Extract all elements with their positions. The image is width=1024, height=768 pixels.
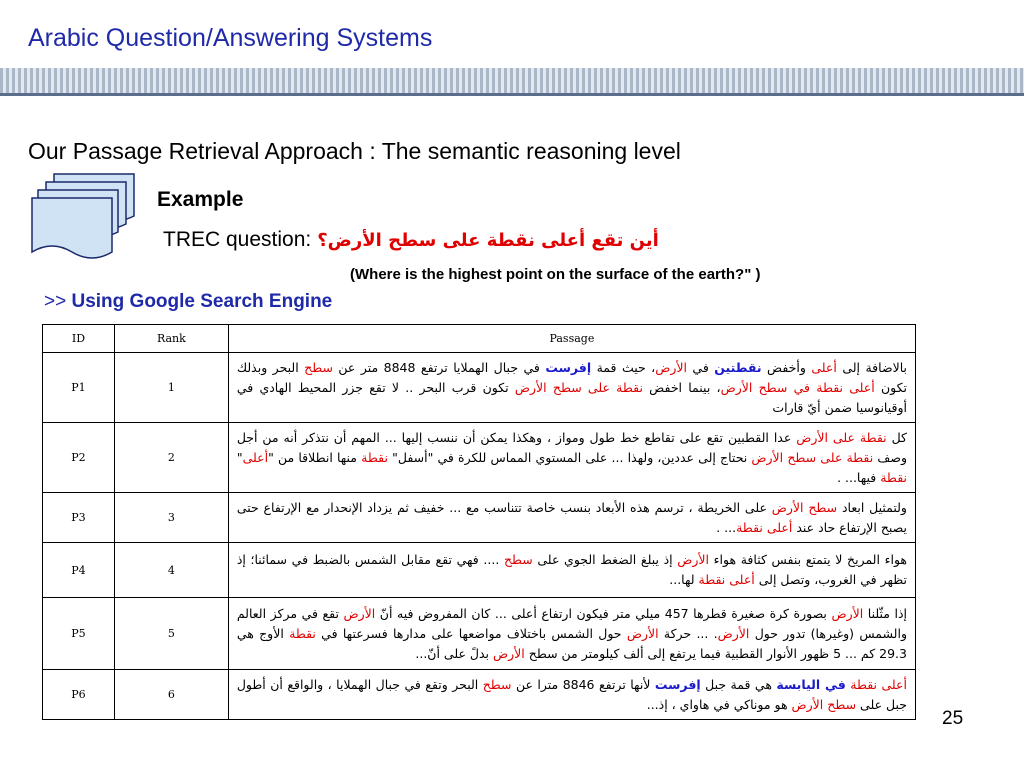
passage-text: وأخفض [761, 359, 812, 375]
passage-text: حول الشمس باختلاف مواضعها على مدارها فسرعتها في [315, 625, 627, 641]
passage-text: هي قمة جبل [700, 676, 777, 692]
passage-text: نحتاج إلى عددين، ولهذا ... على المستوي المماس للكرة في "أسفل" [387, 449, 752, 465]
row-passage [228, 543, 915, 598]
passage-text: ... . [716, 519, 737, 535]
passage-text: إذا مثّلنا [863, 605, 907, 621]
highlighted-term: نقطة على الأرض [796, 429, 887, 445]
row-passage [228, 598, 915, 670]
passage-text: . ... حركة [658, 625, 718, 641]
example-heading: Example [157, 188, 244, 211]
table-row [43, 543, 916, 598]
table-row [43, 598, 916, 670]
multiple-documents-icon [30, 172, 140, 262]
passage-text: بصورة كرة صغيرة قطرها 457 ميلي متر فيكون ارتفاع أعلى ... كان المفروض فيه أنّ [375, 605, 832, 621]
table-row [43, 670, 916, 720]
highlighted-term: إفرست [545, 359, 592, 375]
highlighted-term: نقطة على سطح الأرض [514, 379, 643, 395]
google-search-label: Using Google Search Engine [71, 291, 333, 312]
passage-text: تقع في مركز العالم والشمس (وغيرها) تدور حول [236, 605, 907, 641]
highlighted-term: نقطة [880, 469, 907, 485]
table-header-row [43, 325, 916, 353]
highlighted-term: أعلى نقطة في سطح الأرض [720, 379, 875, 395]
highlighted-term: إفرست [654, 676, 701, 692]
highlighted-term: سطح [503, 552, 533, 567]
passage-text: فيها... . [837, 469, 881, 485]
row-rank: 2 [114, 423, 228, 493]
passage-text: ، حيث قمة [591, 359, 656, 375]
highlighted-term: الأرض [493, 645, 525, 661]
highlighted-term: نقطة [361, 449, 388, 465]
passage-text: .... فهي تقع مقابل الشمس بالضبط في سمائنا؛ إذ تظهر في الغروب، وتصل إلى [236, 552, 907, 587]
table-row [43, 353, 916, 423]
page-number: 25 [942, 708, 964, 729]
title-stripe [0, 68, 1024, 93]
passage-text: هو موناكي في هاواي ، إذ... [646, 696, 792, 712]
passage-text: إذ يبلغ الضغط الجوي على [532, 552, 678, 567]
highlighted-term: الأرض [831, 605, 864, 621]
table-row [43, 423, 916, 493]
passage-text: لها... [669, 572, 699, 587]
passage-text: " [236, 449, 243, 465]
slide-subtitle: Our Passage Retrieval Approach : The semantic reasoning level [28, 138, 681, 164]
row-id: P5 [43, 598, 115, 670]
row-passage [228, 423, 915, 493]
question-translation: (Where is the highest point on the surface of the earth?" ) [350, 266, 761, 283]
highlighted-term: الأرض [655, 359, 687, 375]
passage-text: ، بينما اخفض [642, 379, 721, 395]
passage-text: تكون قرب البحر .. لا تقع جزر المحيط الهادي في أوقيانوسيا ضمن أيّ قارات [236, 379, 907, 415]
passage-text: كل [886, 429, 907, 445]
passage-text: في [686, 359, 715, 375]
highlighted-term: الأرض [626, 625, 659, 641]
highlighted-term: أعلى نقطة [736, 519, 793, 535]
highlighted-term: أعلى [242, 449, 269, 465]
passage-text: عدا القطبين تقع على تقاطع خط طول ومواز ، وهكذا يمكن أن ننسب إليها ... المهم أن نتذكر أنه من أجل وصف [236, 429, 907, 465]
passage-text: هواء المريخ لا يتمتع بنفس كثافة هواء [709, 552, 907, 567]
header-rank: Rank [114, 325, 228, 353]
row-id: P3 [43, 493, 115, 543]
row-id: P6 [43, 670, 115, 720]
header-id: ID [43, 325, 115, 353]
google-search-heading [44, 291, 332, 313]
passages-table [42, 324, 916, 720]
passage-text: منها انطلاقا من " [268, 449, 362, 465]
slide-title: Arabic Question/Answering Systems [28, 24, 433, 52]
header-passage: Passage [228, 325, 915, 353]
passage-text: ولتمثيل ابعاد [837, 499, 907, 515]
passage-text: البحر وبذلك تكون [236, 359, 907, 395]
highlighted-term: أعلى [811, 359, 837, 375]
highlighted-term: الأرض [343, 605, 376, 621]
trec-question-label: TREC question: [163, 228, 312, 251]
passage-text: البحر وتقع في جبال الهملايا ، والواقع أن أطول جبل على [236, 676, 907, 712]
passage-text: بدلً على أنّ... [415, 645, 494, 661]
passage-text: بالاضافة إلى [836, 359, 907, 375]
row-passage [228, 493, 915, 543]
passage-text: على الخريطة ، ترسم هذه الأبعاد بنسب خاصة تتناسب مع ... خفيف ثم يزداد الإنحدار مع الإرتفاع حتى يصبح الإرتفاع حاد عند [236, 499, 907, 535]
highlighted-term: نقطة على سطح الأرض [751, 449, 874, 465]
row-passage [228, 353, 915, 423]
highlighted-term: في اليابسة [776, 676, 846, 692]
row-id: P4 [43, 543, 115, 598]
row-rank: 4 [114, 543, 228, 598]
passage-text: الأوج هي 29.3 كم ... 5 ظهور الأنوار القطبية فيما يرتفع إلى ألف كيلومتر من سطح [236, 625, 907, 661]
passage-text: في جبال الهملايا ترتفع 8848 متر عن [332, 359, 546, 375]
row-rank: 1 [114, 353, 228, 423]
highlighted-term: سطح الأرض [791, 696, 857, 712]
row-rank: 6 [114, 670, 228, 720]
table-row [43, 493, 916, 543]
highlighted-term: سطح الأرض [771, 499, 838, 515]
trec-question [163, 228, 659, 252]
highlighted-term: سطح [482, 676, 512, 692]
row-id: P1 [43, 353, 115, 423]
highlighted-term: نقطتين [714, 359, 762, 375]
trec-question-arabic: أين تقع أعلى نقطة على سطح الأرض؟ [317, 230, 659, 251]
row-passage [228, 670, 915, 720]
row-rank: 5 [114, 598, 228, 670]
highlighted-term: سطح [304, 359, 333, 375]
passage-text: لأنها ترتفع 8846 مترا عن [511, 676, 655, 692]
highlighted-term: أعلى نقطة [698, 572, 755, 587]
row-id: P2 [43, 423, 115, 493]
title-underline [0, 93, 1024, 96]
highlighted-term: نقطة [289, 625, 316, 641]
highlighted-term: الأرض [717, 625, 750, 641]
double-arrow-icon: >> [44, 291, 67, 312]
row-rank: 3 [114, 493, 228, 543]
highlighted-term: أعلى نقطة [850, 676, 907, 692]
highlighted-term: الأرض [677, 552, 710, 567]
